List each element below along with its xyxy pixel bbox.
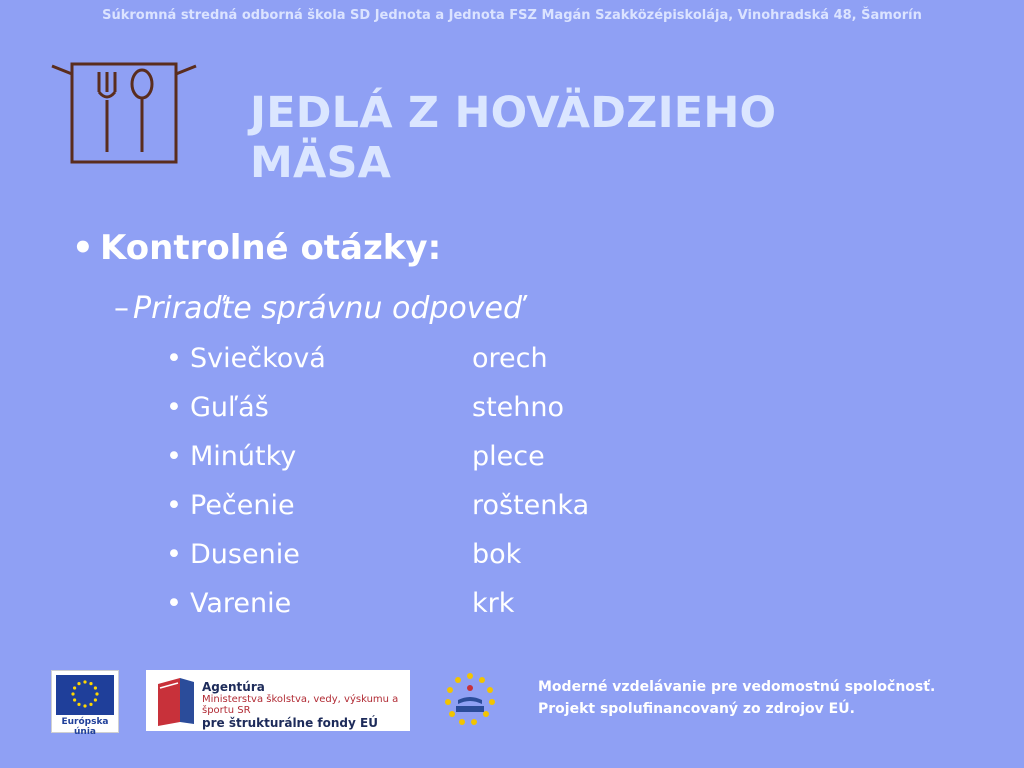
list-item xyxy=(166,539,589,588)
school-header: Súkromná stredná odborná škola SD Jednota a Jednota FSZ Magán Szakközépiskolája, Vinohradská 48, Šamorín xyxy=(102,8,922,23)
bullet-level2-text: Priraďte správnu odpoveď xyxy=(133,291,523,326)
book-icon xyxy=(150,670,200,731)
meat-cut: plece xyxy=(472,441,545,472)
eu-stars-icon xyxy=(56,675,114,715)
list-item xyxy=(166,588,589,637)
project-text xyxy=(538,676,935,720)
bullet-level1-text: Kontrolné otázky: xyxy=(100,228,442,268)
agency-line2: Ministerstva školstva, vedy, výskumu a športu SR xyxy=(202,694,399,716)
operational-program-logo-icon xyxy=(440,670,500,730)
bullet-dot: • xyxy=(166,490,182,521)
list-item xyxy=(166,441,589,490)
agency-logo xyxy=(146,670,410,731)
dish-name: Minútky xyxy=(190,441,297,472)
bullet-level1 xyxy=(72,228,441,268)
agency-text xyxy=(202,680,410,730)
bullet-dot: • xyxy=(166,441,182,472)
slide-title: JEDLÁ Z HOVÄDZIEHO MÄSA xyxy=(250,88,777,188)
meat-cut: krk xyxy=(472,588,515,619)
bullet-dot: • xyxy=(166,539,182,570)
bullet-dot: • xyxy=(166,588,182,619)
project-line1: Moderné vzdelávanie pre vedomostnú spoločnosť. xyxy=(538,679,936,695)
pairs-list xyxy=(166,343,589,637)
bullet-level2 xyxy=(114,291,522,326)
dish-name: Guľáš xyxy=(190,392,269,423)
list-item xyxy=(166,343,589,392)
eu-flag-icon xyxy=(56,675,114,715)
meat-cut: bok xyxy=(472,539,522,570)
eu-label: Európska únia xyxy=(61,717,109,737)
agency-line1: Agentúra xyxy=(202,680,265,694)
dish-name: Varenie xyxy=(190,588,292,619)
bullet-dot: • xyxy=(166,392,182,423)
dish-name: Pečenie xyxy=(190,490,295,521)
meat-cut: orech xyxy=(472,343,548,374)
bullet-dot: • xyxy=(166,343,182,374)
meat-cut: stehno xyxy=(472,392,565,423)
bullet-dash: – xyxy=(114,291,129,326)
list-item xyxy=(166,392,589,441)
bullet-dot: • xyxy=(72,228,94,268)
project-line2: Projekt spolufinancovaný zo zdrojov EÚ. xyxy=(538,701,855,717)
meat-cut: roštenka xyxy=(472,490,590,521)
dish-name: Sviečková xyxy=(190,343,326,374)
list-item xyxy=(166,490,589,539)
dish-name: Dusenie xyxy=(190,539,300,570)
eu-logo xyxy=(51,670,119,737)
cutlery-icon xyxy=(50,58,200,166)
agency-line3: pre štrukturálne fondy EÚ xyxy=(202,716,378,730)
